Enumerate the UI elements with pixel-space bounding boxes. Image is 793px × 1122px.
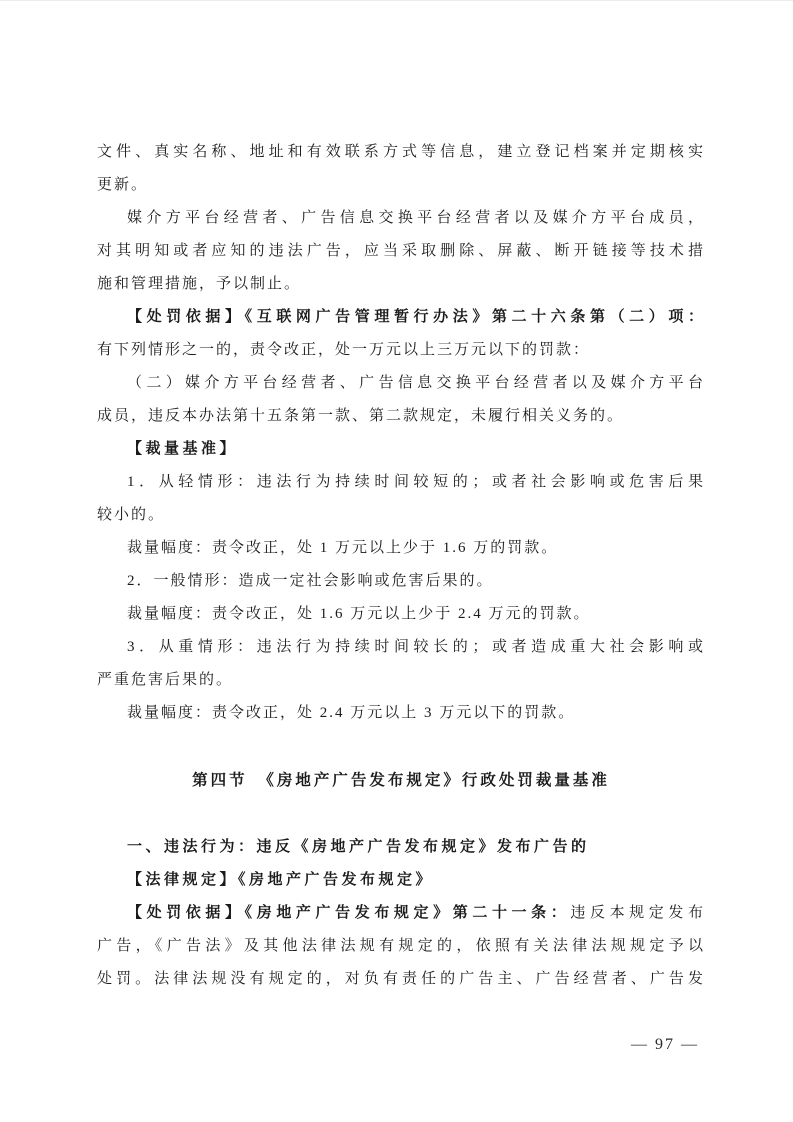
text-line: 施和管理措施，予以制止。	[97, 276, 302, 292]
penalty-basis-heading-internet-ad-law: 【处罚依据】《互联网广告管理暂行办法》第二十六条第（二）项：	[127, 309, 705, 325]
page-number: — 97 —	[631, 1036, 699, 1053]
section-heading: 第四节 《房地产广告发布规定》行政处罚裁量基准	[192, 772, 610, 789]
text-line: 有下列情形之一的，责令改正，处一万元以上三万元以下的罚款：	[97, 342, 591, 358]
legal-provision-heading: 【法律规定】《房地产广告发布规定》	[127, 872, 435, 888]
text-line: 广告，《广告法》及其他法律法规有规定的，依照有关法律法规规定予以	[97, 938, 705, 954]
penalty-basis-heading-realestate: 【处罚依据】《房地产广告发布规定》第二十一条：	[127, 905, 571, 921]
text-line: 成员，违反本办法第十五条第一款、第二款规定，未履行相关义务的。	[97, 408, 625, 424]
text-line: （二）媒介方平台经营者、广告信息交换平台经营者以及媒介方平台	[127, 375, 705, 391]
text-line: 较小的。	[97, 507, 166, 523]
text-line: 3．从重情形：违法行为持续时间较长的；或者造成重大社会影响或	[127, 639, 705, 655]
text-line: 1．从轻情形：违法行为持续时间较短的；或者社会影响或危害后果	[127, 474, 705, 490]
violation-heading: 一、违法行为：违反《房地产广告发布规定》发布广告的	[127, 839, 590, 855]
text-line: 文件、真实名称、地址和有效联系方式等信息，建立登记档案并定期核实	[97, 144, 705, 160]
text-line: 2．一般情形：造成一定社会影响或危害后果的。	[127, 573, 494, 589]
text-line: 裁量幅度：责令改正，处 1 万元以上少于 1.6 万的罚款。	[127, 540, 559, 556]
text-line: 处罚。法律法规没有规定的，对负有责任的广告主、广告经营者、广告发	[97, 971, 705, 987]
text-run: 违反本规定发布	[570, 905, 705, 921]
text-line: 更新。	[97, 177, 149, 193]
penalty-basis-line-realestate	[97, 897, 705, 930]
text-line: 裁量幅度：责令改正，处 2.4 万元以上 3 万元以下的罚款。	[127, 705, 576, 721]
text-line: 裁量幅度：责令改正，处 1.6 万元以上少于 2.4 万元的罚款。	[127, 606, 591, 622]
text-line: 严重危害后果的。	[97, 672, 234, 688]
text-line: 媒介方平台经营者、广告信息交换平台经营者以及媒介方平台成员，	[127, 210, 705, 226]
text-line: 对其明知或者应知的违法广告，应当采取删除、屏蔽、断开链接等技术措	[97, 243, 705, 259]
discretion-standard-heading: 【裁量基准】	[127, 441, 239, 457]
page-footer	[97, 1028, 705, 1061]
